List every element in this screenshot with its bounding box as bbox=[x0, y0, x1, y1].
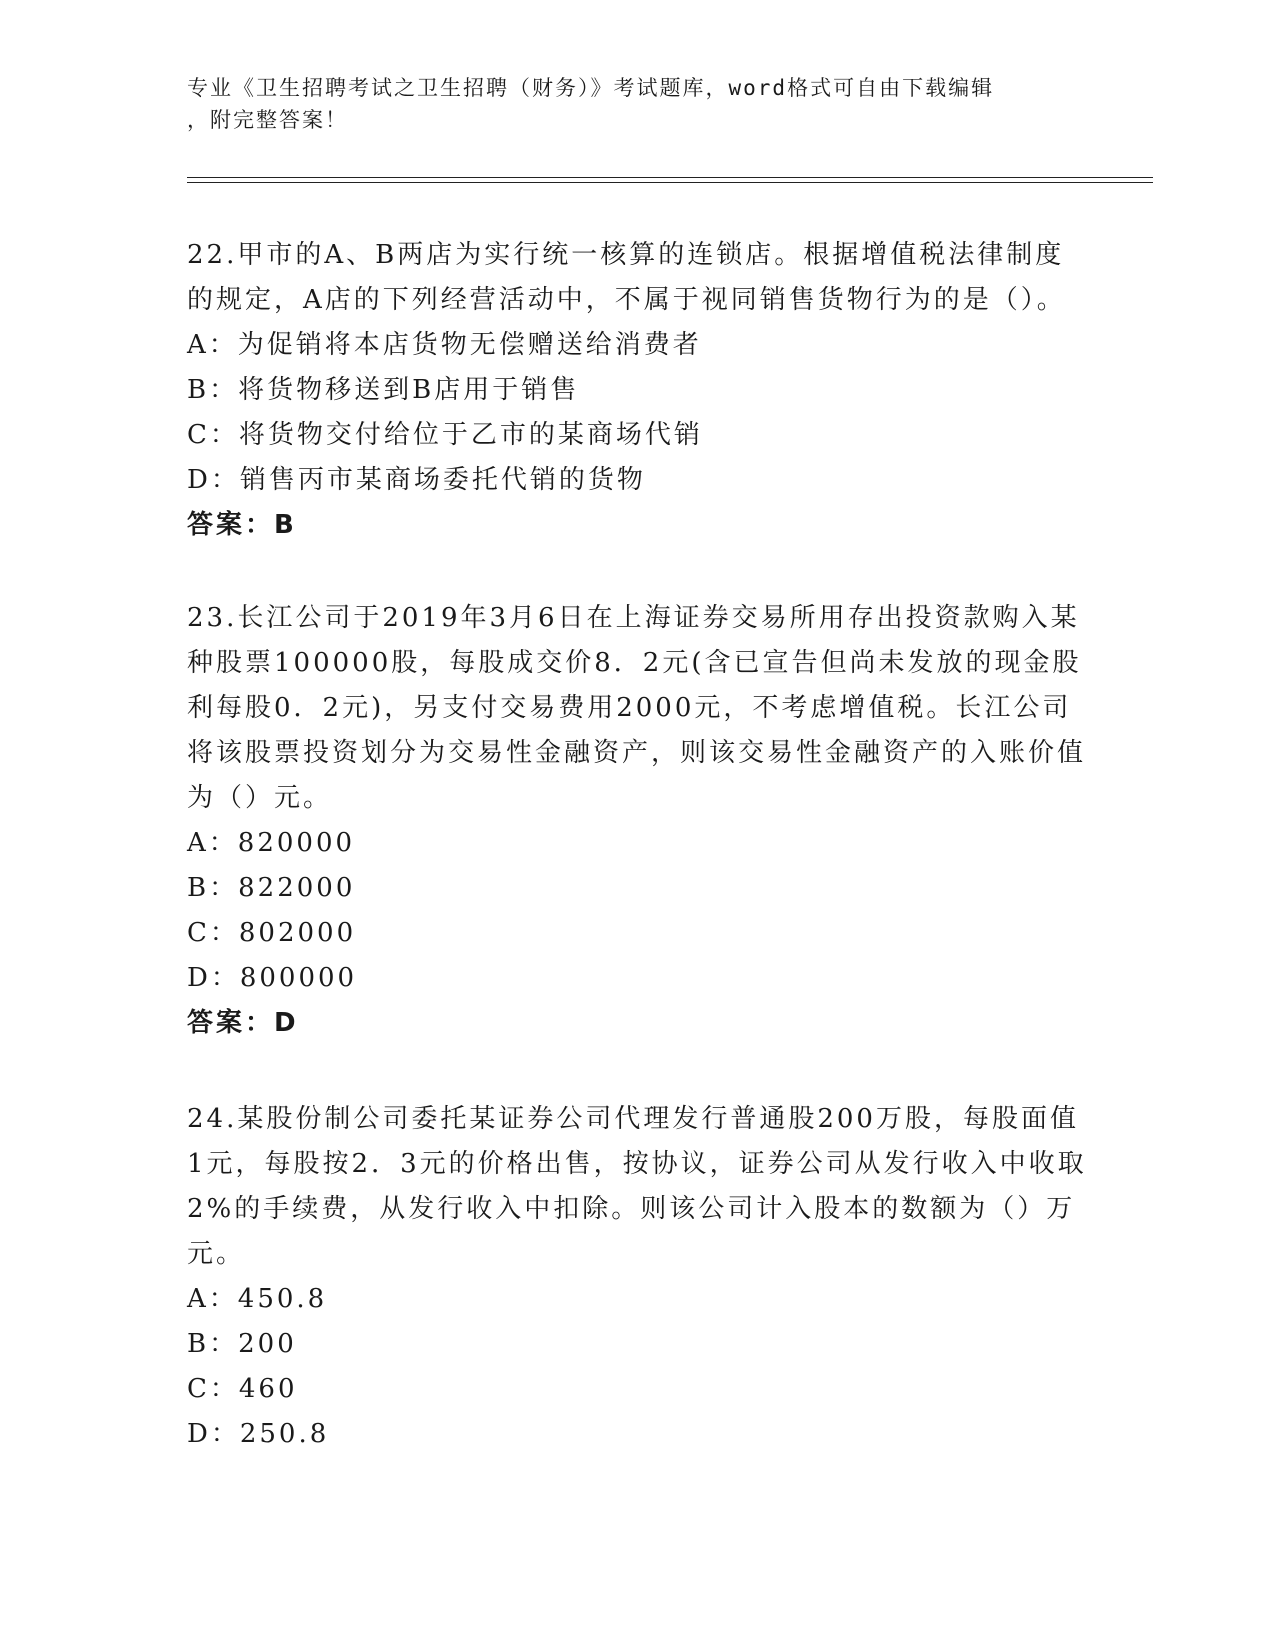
question-stem: 23.长江公司于2019年3月6日在上海证券交易所用存出投资款购入某种股票100000股，每股成交价8．2元(含已宣告但尚未发放的现金股利每股0．2元)，另支付交易费用2000元，不考虑增值税。长江公司将该股票投资划分为交易性金融资产，则该交易性金融资产的入账价值为（）元。 bbox=[187, 603, 1087, 813]
option-c: C：将货物交付给位于乙市的某商场代销 bbox=[187, 420, 703, 450]
option-b: B：将货物移送到B店用于销售 bbox=[187, 375, 580, 405]
option-c: C：460 bbox=[187, 1374, 298, 1404]
header-line-2: ，附完整答案！ bbox=[187, 108, 348, 132]
option-a: A：450.8 bbox=[187, 1284, 328, 1314]
question-23 bbox=[187, 596, 1087, 1046]
option-c: C：802000 bbox=[187, 918, 357, 948]
answer: 答案：B bbox=[187, 510, 297, 540]
option-d: D：800000 bbox=[187, 963, 358, 993]
option-a: A：为促销将本店货物无偿赠送给消费者 bbox=[187, 330, 702, 360]
option-d: D：销售丙市某商场委托代销的货物 bbox=[187, 465, 646, 495]
question-22 bbox=[187, 233, 1087, 548]
option-a: A：820000 bbox=[187, 828, 356, 858]
answer: 答案：D bbox=[187, 1008, 299, 1038]
question-stem: 24.某股份制公司委托某证券公司代理发行普通股200万股，每股面值1元，每股按2．3元的价格出售，按协议，证券公司从发行收入中收取2%的手续费，从发行收入中扣除。则该公司计入股本的数额为（）万元。 bbox=[187, 1104, 1087, 1269]
header-divider-top bbox=[187, 177, 1153, 178]
option-d: D：250.8 bbox=[187, 1419, 330, 1449]
question-24 bbox=[187, 1097, 1087, 1457]
header-line-1: 专业《卫生招聘考试之卫生招聘（财务）》考试题库，word格式可自由下载编辑 bbox=[187, 76, 995, 100]
option-b: B：822000 bbox=[187, 873, 356, 903]
option-b: B：200 bbox=[187, 1329, 297, 1359]
document-header bbox=[187, 72, 1067, 136]
header-divider-bottom bbox=[187, 182, 1153, 183]
question-stem: 22.甲市的A、B两店为实行统一核算的连锁店。根据增值税法律制度的规定，A店的下列经营活动中，不属于视同销售货物行为的是（）。 bbox=[187, 240, 1066, 315]
